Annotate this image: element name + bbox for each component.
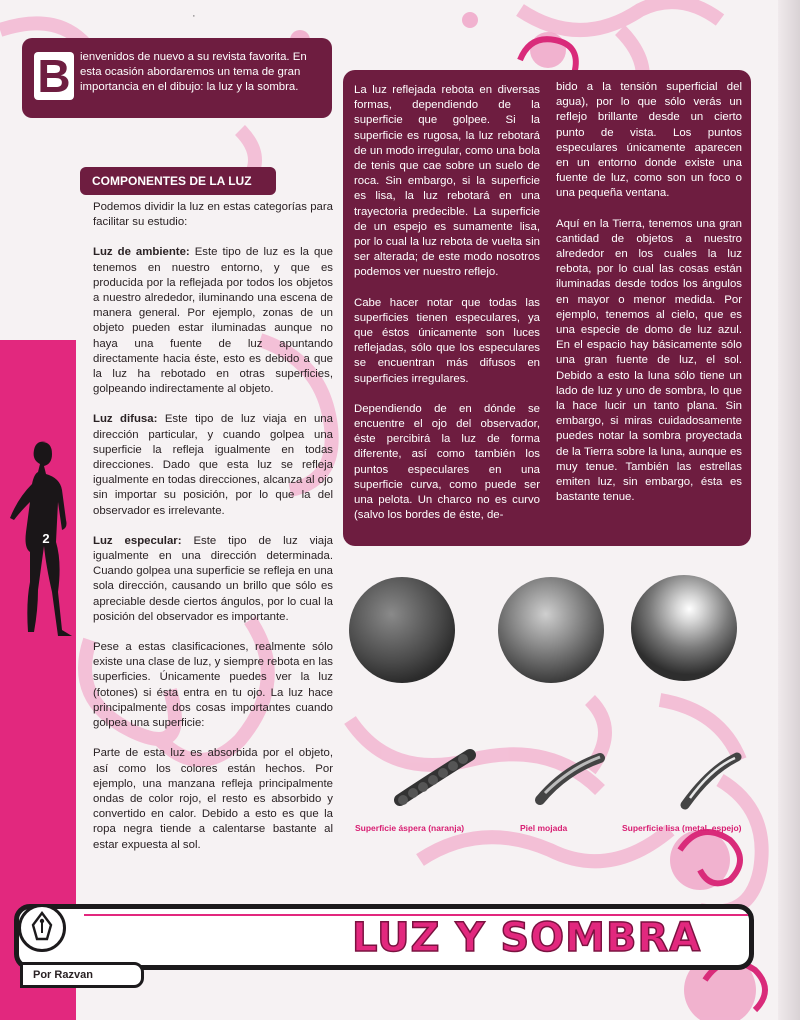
page-edge-shadow xyxy=(778,0,800,1020)
paragraph-text: Este tipo de luz viaja igualmente en una dirección determinada. Cuando golpea una superficie se refleja en una sola dirección, causando un brillo que sólo es apreciable desde ciertos ángulos, por lo cual la posición del observador es importante. xyxy=(93,534,333,623)
caption-smooth: Superficie lisa (metal. espejo) xyxy=(622,823,742,833)
paragraph-specular xyxy=(93,534,333,625)
drop-cap: B xyxy=(34,52,74,100)
intro-text: ienvenidos de nuevo a su revista favorita. En esta ocasión abordaremos un tema de gran importancia en el dibujo: la luz y la sombra. xyxy=(80,51,307,93)
term-diffuse: Luz difusa: xyxy=(93,413,158,426)
author-credit: Por Razvan xyxy=(20,962,144,988)
paragraph xyxy=(93,640,333,731)
paragraph-text: Este tipo de luz es la que tenemos en nuestro entorno, y que es producida por la reflejada por todos los objetos a nuestro alrededor, iluminando una escena de manera general. Por ejemplo, zonas de un objeto pueden estar iluminadas aunque no haya una fuente de luz apuntando directamente hacia éste, esto es debido a que la luz ha rebotado en otras superficies, golpeando indirectamente al objeto. xyxy=(93,246,333,396)
spheres-illustration xyxy=(345,568,765,698)
strip-rough xyxy=(398,754,470,805)
strip-smooth xyxy=(685,757,737,805)
sphere-rough xyxy=(349,577,455,683)
paragraph-text: Pese a estas clasificaciones, realmente sólo existe una clase de luz, y siempre rebota en las superficies. Únicamente puedes ver la luz (fotones) si ésta entra en tu ojo. La luz hace principalmente dos cosas importantes cuando golpea una superficie: xyxy=(93,641,333,730)
caption-rough: Superficie áspera (naranja) xyxy=(355,823,465,833)
sphere-smooth xyxy=(631,575,737,681)
pen-badge xyxy=(18,904,66,952)
caption-wet: Piel mojada xyxy=(520,823,568,833)
pen-nib-icon xyxy=(21,907,63,949)
paragraph xyxy=(93,200,333,230)
paragraph: bido a la tensión superficial del agua), por lo que sólo verás un reflejo brillante desde un cierto punto de vista. Los puntos especulares únicamente aparecen en un entorno donde existe una fuente de luz, como son un foco o una pequeña ventana. xyxy=(556,81,742,200)
paragraph xyxy=(93,746,333,852)
panel-column-a xyxy=(354,83,540,538)
paragraph: Aquí en la Tierra, tenemos una gran cantidad de objetos a nuestro alrededor en los cuales la luz rebota, por lo cual las cosas están iluminadas desde todos los ángulos en mayor o menor medida. Por ejemplo, tenemos al cielo, que es una especie de domo de luz azul. En el espacio hay básicamente sólo una gran fuente de luz, el sol. Debido a esto la luna sólo tiene un lado de luz y uno de sombra, lo que la hace lucir un tanto plana. Sin embargo, si miras cuidadosamente puedes notar la sombra proyectada de la Tierra sobre la luna, aunque es muy tenue. También las estrellas emiten luz, sin embargo, ésta es bastante tenue. xyxy=(556,217,742,504)
section-heading: COMPONENTES DE LA LUZ xyxy=(80,167,276,195)
page-number: 2 xyxy=(42,531,50,546)
panel-column-b xyxy=(556,80,742,520)
term-specular: Luz especular: xyxy=(93,534,182,547)
paragraph: La luz reflejada rebota en diversas formas, dependiendo de la superficie que golpee. Si la superficie es rugosa, la luz rebotará de un modo irregular, como una bola de tenis que cae sobre un suelo de roca. Sin embargo, si la superficie es lisa, la luz rebotará en una trayectoria predecible. La superficie de un espejo es sumamente lisa, por lo cual la luz rebota de vuelta sin ser alterada; de este modo nosotros podemos ver nuestro reflejo. xyxy=(354,84,540,279)
paragraph: Cabe hacer notar que todas las superficies tienen especulares, ya que éstos únicamente son luces reflejadas, sólo que los especulares se encuentran más difusos en superficies irregulares. xyxy=(354,296,540,385)
intro-box xyxy=(22,38,332,118)
left-column xyxy=(93,200,333,868)
article-title: LUZ Y SOMBRA xyxy=(352,915,702,961)
sphere-wet xyxy=(498,577,604,683)
paragraph-text: Este tipo de luz viaja en una dirección particular, y cuando golpea una superficie la refleja igualmente en todas direcciones. Dado que esta luz se refleja igualmente en todas direcciones, alcanza al ojo sin importar su posición, por lo que la del observador es irrelevante. xyxy=(93,413,333,517)
paragraph-text: Parte de esta luz es absorbida por el objeto, así como los colores están hechos. Por ejemplo, una manzana refleja principalmente ondas de color rojo, el resto es absorbido y convertido en calor. Debido a esto es que la ropa negra tiende a calentarse bastante al estar expuesta al sol. xyxy=(93,747,333,851)
header-mark: · xyxy=(192,10,196,22)
paragraph-diffuse xyxy=(93,412,333,518)
paragraph-ambient xyxy=(93,245,333,397)
term-ambient: Luz de ambiente: xyxy=(93,246,190,259)
paragraph-text: Podemos dividir la luz en estas categorías para facilitar su estudio: xyxy=(93,201,333,229)
surface-strips xyxy=(345,745,765,825)
paragraph: Dependiendo de en dónde se encuentre el ojo del observador, éste percibirá la luz de forma diferente, así como también los puntos especulares en una superficie curva, como puede ser una pelota. Un charco no es curvo (salvo los bordes de éste, de- xyxy=(354,402,540,522)
strip-wet xyxy=(540,757,600,800)
